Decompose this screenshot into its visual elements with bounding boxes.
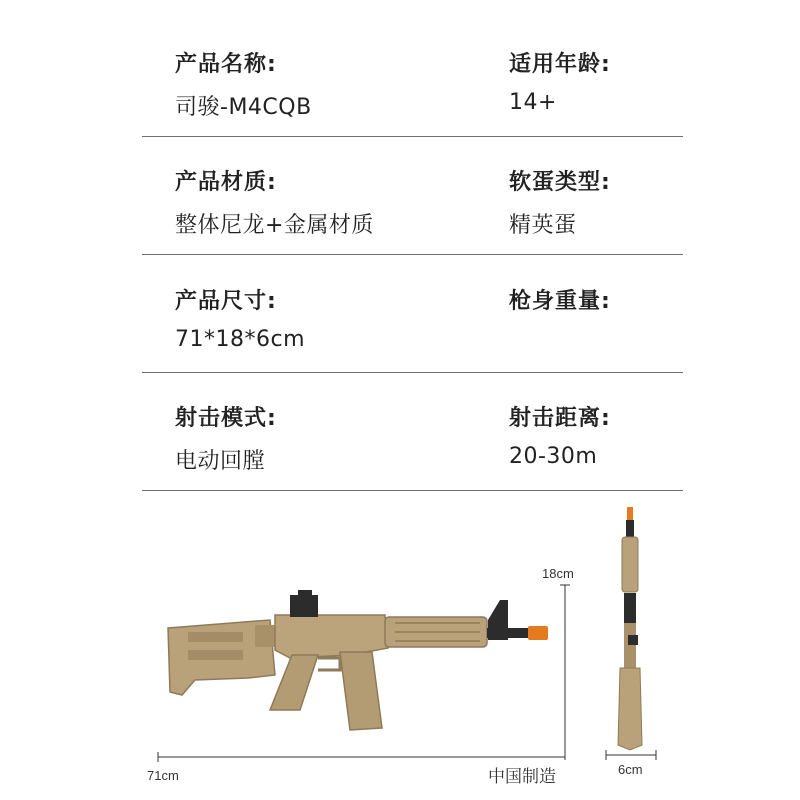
origin-label: 中国制造 bbox=[488, 767, 556, 787]
divider-1 bbox=[142, 136, 683, 137]
width-dimension-label: 6cm bbox=[618, 762, 643, 777]
divider-4 bbox=[142, 490, 683, 491]
rifle-side-view-image bbox=[0, 520, 580, 780]
firing-mode-label: 射击模式: bbox=[175, 406, 277, 431]
weight-label: 枪身重量: bbox=[509, 289, 611, 314]
rifle-top-view-image bbox=[606, 505, 656, 755]
size-value: 71*18*6cm bbox=[175, 327, 306, 352]
material-label: 产品材质: bbox=[175, 170, 277, 195]
material-value: 整体尼龙+金属材质 bbox=[175, 213, 374, 238]
age-label: 适用年龄: bbox=[509, 52, 611, 77]
range-label: 射击距离: bbox=[509, 406, 611, 431]
height-dimension-label: 18cm bbox=[542, 566, 574, 581]
age-value: 14+ bbox=[509, 90, 557, 115]
ammo-type-label: 软蛋类型: bbox=[509, 170, 611, 195]
product-name-label: 产品名称: bbox=[175, 52, 277, 77]
firing-mode-value: 电动回膛 bbox=[175, 449, 266, 474]
length-dimension-label: 71cm bbox=[147, 768, 179, 783]
divider-3 bbox=[142, 372, 683, 373]
range-value: 20-30m bbox=[509, 444, 598, 469]
size-label: 产品尺寸: bbox=[175, 289, 277, 314]
product-name-value: 司骏-M4CQB bbox=[175, 95, 312, 120]
ammo-type-value: 精英蛋 bbox=[509, 213, 577, 238]
divider-2 bbox=[142, 254, 683, 255]
